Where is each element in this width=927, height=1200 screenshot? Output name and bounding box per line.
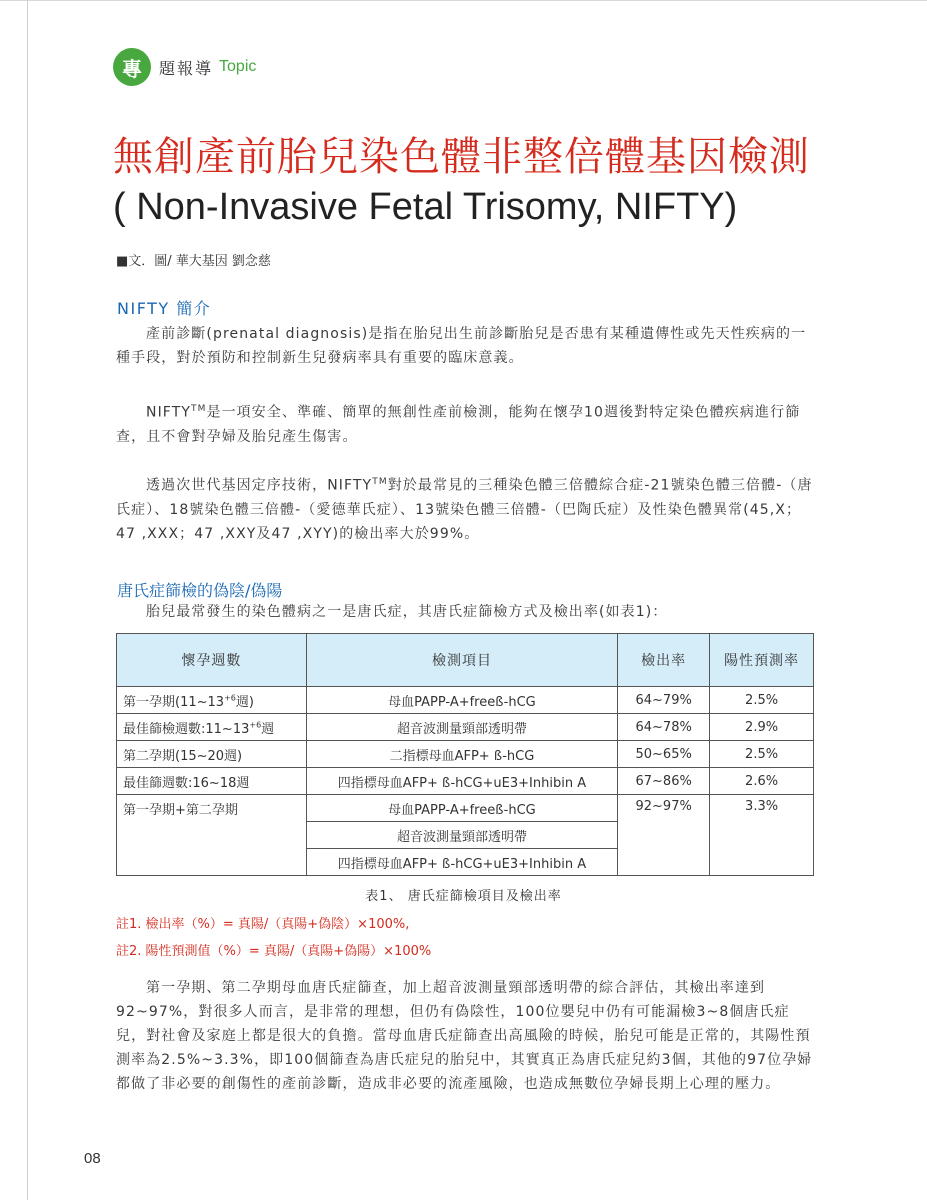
paragraph-lead: NIFTY bbox=[146, 404, 192, 421]
period-cell: 最佳篩週數:16~18週 bbox=[117, 768, 307, 795]
period-sup: +6 bbox=[224, 693, 236, 703]
detection-rate-cell: 67~86% bbox=[618, 768, 710, 795]
paragraph-text: 對於最常見的三種染色體三倍體綜合症-21號染色體三倍體-（唐氏症）、18號染色體三倍體-（愛德華氏症）、13號染色體三倍體-（巴陶氏症）及性染色體異常(45,X；47 ,XXX；47 ,XXY及47 ,XYY)的檢出率大於99%。 bbox=[116, 477, 813, 542]
trademark-mark: TM bbox=[372, 477, 388, 487]
ppv-cell: 3.3% bbox=[710, 795, 814, 876]
detection-rate-cell: 64~79% bbox=[618, 687, 710, 714]
table-header-row bbox=[117, 634, 814, 687]
detection-rate-cell: 64~78% bbox=[618, 714, 710, 741]
ppv-cell: 2.5% bbox=[710, 741, 814, 768]
article-title-chinese: 無創產前胎兒染色體非整倍體基因檢測 bbox=[113, 134, 810, 180]
detection-rate-cell: 50~65% bbox=[618, 741, 710, 768]
period-cell bbox=[117, 687, 307, 714]
ppv-cell: 2.5% bbox=[710, 687, 814, 714]
topic-label: 題報導 bbox=[159, 58, 214, 78]
column-header-test-item: 檢測項目 bbox=[306, 634, 618, 687]
period-cell: 第二孕期(15~20週) bbox=[117, 741, 307, 768]
table-row bbox=[117, 795, 814, 822]
article-title-english: ( Non-Invasive Fetal Trisomy, NIFTY) bbox=[113, 186, 738, 228]
period-text: 最佳篩檢週數:11~13 bbox=[123, 721, 250, 737]
paragraph-text: 是一項安全、準確、簡單的無創性產前檢測，能夠在懷孕10週後對特定染色體疾病進行篩查，且不會對孕婦及胎兒產生傷害。 bbox=[116, 404, 801, 445]
page-top-edge bbox=[0, 0, 927, 1]
ppv-cell: 2.6% bbox=[710, 768, 814, 795]
test-item-cell: 四指標母血AFP+ ß-hCG+uE3+Inhibin A bbox=[306, 768, 618, 795]
page-left-edge bbox=[27, 0, 28, 1200]
footnote-ppv: 註2. 陽性預測值（%）= 真陽/（真陽+偽陽）×100% bbox=[116, 944, 432, 959]
table-row bbox=[117, 768, 814, 795]
paragraph-nifty-definition bbox=[116, 397, 816, 449]
page-number: 08 bbox=[84, 1150, 101, 1167]
test-item-cell: 超音波測量頸部透明帶 bbox=[306, 714, 618, 741]
paragraph-conclusion bbox=[116, 976, 816, 1096]
test-item-cell: 母血PAPP-A+freeß-hCG bbox=[306, 795, 618, 822]
period-suffix: 週) bbox=[235, 694, 254, 710]
section-heading-false-results: 唐氏症篩檢的偽陰/偽陽 bbox=[117, 581, 283, 600]
table-caption: 表1、 唐氏症篩檢項目及檢出率 bbox=[365, 889, 562, 904]
section-topic-header bbox=[113, 48, 256, 86]
period-text: 第一孕期(11~13 bbox=[123, 694, 225, 710]
paragraph-table-intro bbox=[116, 600, 816, 624]
table-row bbox=[117, 741, 814, 768]
footnote-detection-rate: 註1. 檢出率（%）= 真陽/（真陽+偽陰）×100%, bbox=[116, 917, 410, 932]
topic-english-label: Topic bbox=[219, 58, 257, 75]
column-header-ppv: 陽性預測率 bbox=[710, 634, 814, 687]
period-cell bbox=[117, 714, 307, 741]
column-header-weeks: 懷孕週數 bbox=[117, 634, 307, 687]
test-item-cell: 母血PAPP-A+freeß-hCG bbox=[306, 687, 618, 714]
trademark-mark: TM bbox=[191, 404, 207, 414]
period-suffix: 週 bbox=[261, 721, 275, 737]
detection-rate-cell: 92~97% bbox=[618, 795, 710, 876]
paragraph-text: 胎兒最常發生的染色體病之一是唐氏症，其唐氏症篩檢方式及檢出率(如表1)： bbox=[146, 604, 668, 620]
screening-table bbox=[116, 633, 814, 876]
period-cell: 第一孕期+第二孕期 bbox=[117, 795, 307, 876]
table-row bbox=[117, 714, 814, 741]
test-item-cell: 超音波測量頸部透明帶 bbox=[306, 822, 618, 849]
article-byline: ■文．圖/ 華大基因 劉念慈 bbox=[116, 254, 271, 269]
paragraph-ngs-detection bbox=[116, 470, 816, 546]
paragraph-lead: 透過次世代基因定序技術，NIFTY bbox=[146, 477, 373, 494]
table-row bbox=[117, 687, 814, 714]
section-heading-nifty-intro: NIFTY 簡介 bbox=[117, 299, 212, 318]
paragraph-prenatal-diagnosis bbox=[116, 322, 816, 370]
column-header-detection-rate: 檢出率 bbox=[618, 634, 710, 687]
paragraph-text: 第一孕期、第二孕期母血唐氏症篩查，加上超音波測量頸部透明帶的綜合評估，其檢出率達到92~97%，對很多人而言，是非常的理想，但仍有偽陰性，100位嬰兒中仍有可能漏檢3~8個唐氏症兒，對社會及家庭上都是很大的負擔。當母血唐氏症篩查出高風險的時候，胎兒可能是正常的，其陽性預測率為2.5%~3.3%，即100個篩查為唐氏症兒的胎兒中，其實真正為唐氏症兒約3個，其他的97位孕婦都做了非必要的創傷性的產前診斷，造成非必要的流產風險，也造成無數位孕婦長期上心理的壓力。 bbox=[116, 980, 813, 1092]
paragraph-text: 產前診斷(prenatal diagnosis)是指在胎兒出生前診斷胎兒是否患有某種遺傳性或先天性疾病的一種手段，對於預防和控制新生兒發病率具有重要的臨床意義。 bbox=[116, 326, 807, 366]
test-item-cell: 二指標母血AFP+ ß-hCG bbox=[306, 741, 618, 768]
ppv-cell: 2.9% bbox=[710, 714, 814, 741]
topic-badge: 專 bbox=[113, 48, 151, 86]
test-item-cell: 四指標母血AFP+ ß-hCG+uE3+Inhibin A bbox=[306, 849, 618, 876]
period-sup: +6 bbox=[249, 720, 262, 730]
